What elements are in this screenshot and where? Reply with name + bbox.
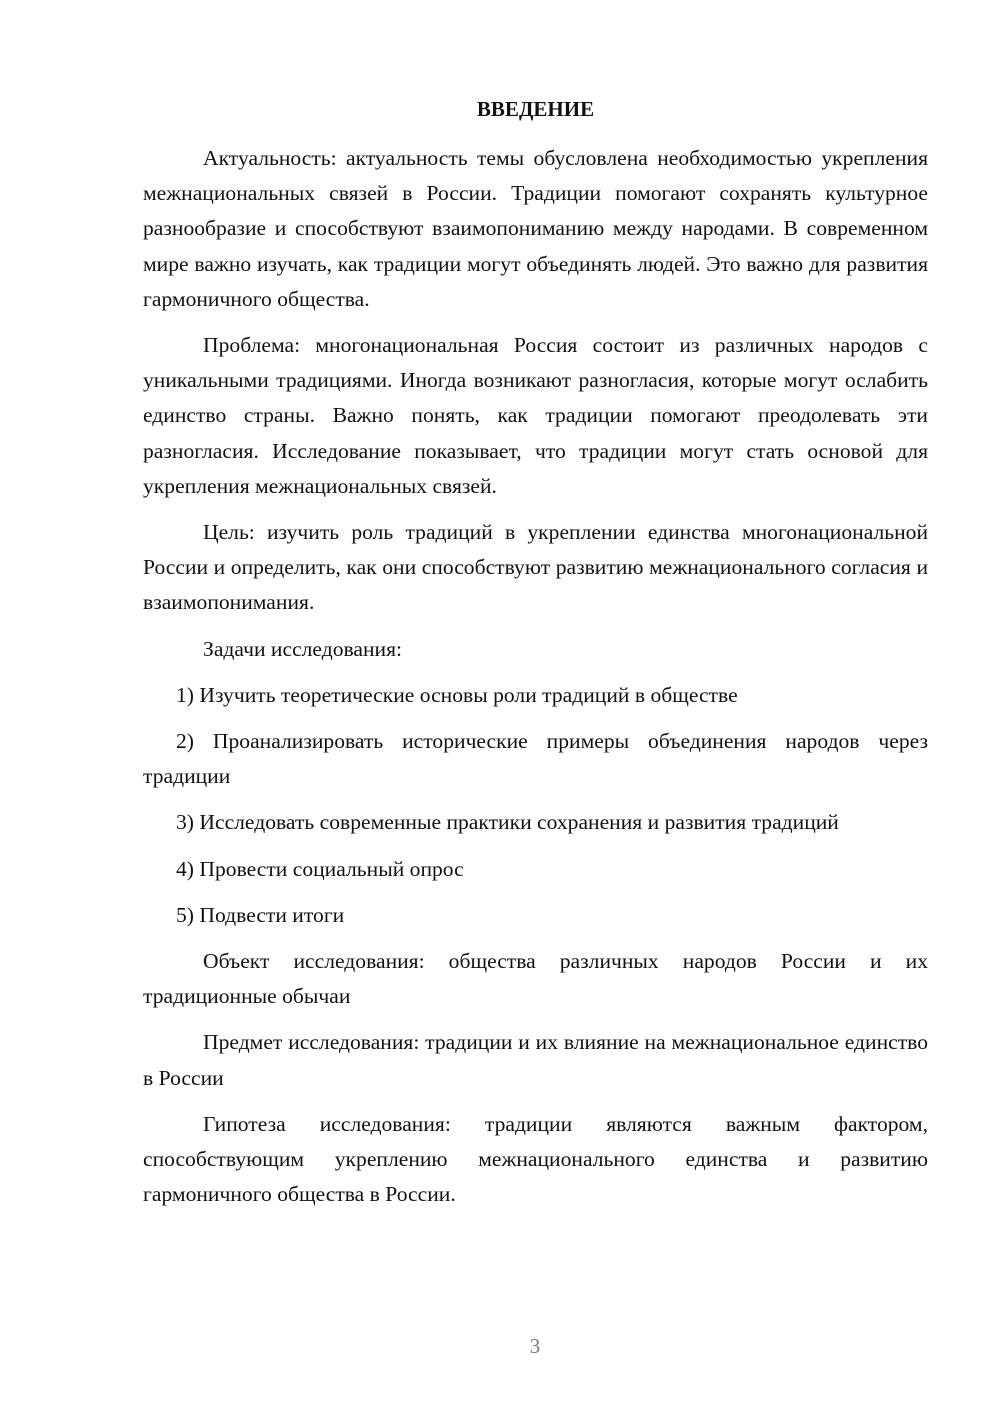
paragraph-subject: Предмет исследования: традиции и их влияние на межнациональное единство в России — [143, 1030, 928, 1090]
tasks-heading: Задачи исследования: — [203, 636, 403, 661]
page-number: 3 — [529, 1334, 541, 1358]
section-title: ВВЕДЕНИЕ — [476, 97, 595, 121]
paragraph-relevance: Актуальность: актуальность темы обусловлена необходимостью укрепления межнациональных связей в России. Традиции помогают сохранять культурное разнообразие и способствуют взаимопониманию между народами. В современном мире важно изучать, как традиции могут объединять людей. Это важно для развития гармоничного общества. — [143, 146, 928, 311]
task-item: 1) Изучить теоретические основы роли традиций в обществе — [176, 682, 738, 707]
paragraph-object: Объект исследования: общества различных народов России и их традиционные обычаи — [143, 949, 928, 1009]
task-item: 5) Подвести итоги — [176, 902, 345, 927]
paragraph-hypothesis: Гипотеза исследования: традиции являются важным фактором, способствующим укреплению межнационального единства и развитию гармоничного общества в России. — [143, 1111, 928, 1207]
task-item: 2) Проанализировать исторические примеры объединения народов через традиции — [143, 729, 928, 789]
task-item: 4) Провести социальный опрос — [176, 856, 464, 881]
paragraph-problem: Проблема: многонациональная Россия состоит из различных народов с уникальными традициями. Иногда возникают разногласия, которые могут ослабить единство страны. Важно понять, как традиции помогают преодолевать эти разногласия. Исследование показывает, что традиции могут стать основой для укрепления межнациональных связей. — [143, 333, 928, 498]
paragraph-goal: Цель: изучить роль традиций в укреплении единства многонациональной России и определить, как они способствуют развитию межнационального согласия и взаимопонимания. — [143, 520, 928, 615]
task-item: 3) Исследовать современные практики сохранения и развития традиций — [176, 810, 839, 835]
document-page — [143, 92, 928, 1223]
